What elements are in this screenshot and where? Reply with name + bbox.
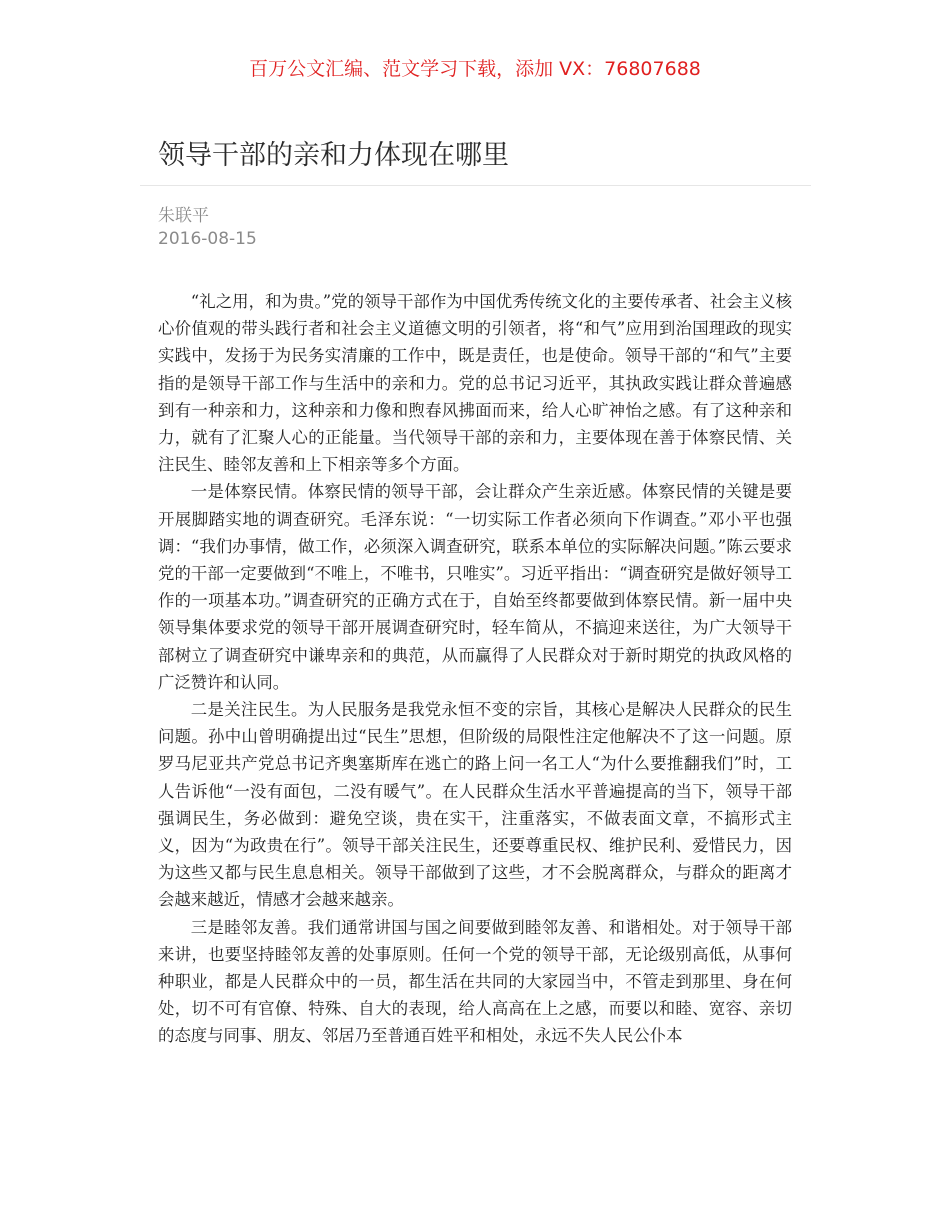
promo-banner: 百万公文汇编、范文学习下载，添加 VX：76807688 [249, 58, 701, 80]
article-paragraph: “礼之用，和为贵。”党的领导干部作为中国优秀传统文化的主要传承者、社会主义核心价值观的带头践行者和社会主义道德文明的引领者，将“和气”应用到治国理政的现实实践中，发扬于为民务实清廉的工作中，既是责任，也是使命。领导干部的“和气”主要指的是领导干部工作与生活中的亲和力。党的总书记习近平，其执政实践让群众普遍感到有一种亲和力，这种亲和力像和煦春风拂面而来，给人心旷神怡之感。有了这种亲和力，就有了汇聚人心的正能量。当代领导干部的亲和力，主要体现在善于体察民情、关注民生、睦邻友善和上下相亲等多个方面。 [158, 292, 792, 475]
article-paragraph: 二是关注民生。为人民服务是我党永恒不变的宗旨，其核心是解决人民群众的民生问题。孙中山曾明确提出过“民生”思想，但阶级的局限性注定他解决不了这一问题。原罗马尼亚共产党总书记齐奥塞斯库在逃亡的路上问一名工人“为什么要推翻我们”时，工人告诉他“一没有面包，二没有暖气”。在人民群众生活水平普遍提高的当下，领导干部强调民生，务必做到：避免空谈，贵在实干，注重落实，不做表面文章，不搞形式主义，因为“为政贵在行”。领导干部关注民生，还要尊重民权、维护民利、爱惜民力，因为这些又都与民生息息相关。领导干部做到了这些，才不会脱离群众，与群众的距离才会越来越近，情感才会越来越亲。 [158, 700, 792, 910]
title-divider [140, 185, 811, 186]
article-title: 领导干部的亲和力体现在哪里 [158, 140, 509, 171]
article-paragraph: 一是体察民情。体察民情的领导干部，会让群众产生亲近感。体察民情的关键是要开展脚踏实地的调查研究。毛泽东说：“一切实际工作者必须向下作调查。”邓小平也强调：“我们办事情，做工作，必须深入调查研究，联系本单位的实际解决问题。”陈云要求党的干部一定要做到“不唯上，不唯书，只唯实”。习近平指出：“调查研究是做好领导工作的一项基本功。”调查研究的正确方式在于，自始至终都要做到体察民情。新一届中央领导集体要求党的领导干部开展调查研究时，轻车简从，不搞迎来送往，为广大领导干部树立了调查研究中谦卑亲和的典范，从而赢得了人民群众对于新时期党的执政风格的广泛赞许和认同。 [158, 482, 792, 692]
article-body [158, 288, 792, 1050]
article-paragraph: 三是睦邻友善。我们通常讲国与国之间要做到睦邻友善、和谐相处。对于领导干部来讲，也要坚持睦邻友善的处事原则。任何一个党的领导干部，无论级别高低，从事何种职业，都是人民群众中的一员，都生活在共同的大家园当中，不管走到那里、身在何处，切不可有官僚、特殊、自大的表现，给人高高在上之感，而要以和睦、宽容、亲切的态度与同事、朋友、邻居乃至普通百姓平和相处，永远不失人民公仆本 [158, 917, 792, 1046]
article-author: 朱联平 [158, 206, 209, 226]
article-date: 2016-08-15 [158, 229, 257, 249]
